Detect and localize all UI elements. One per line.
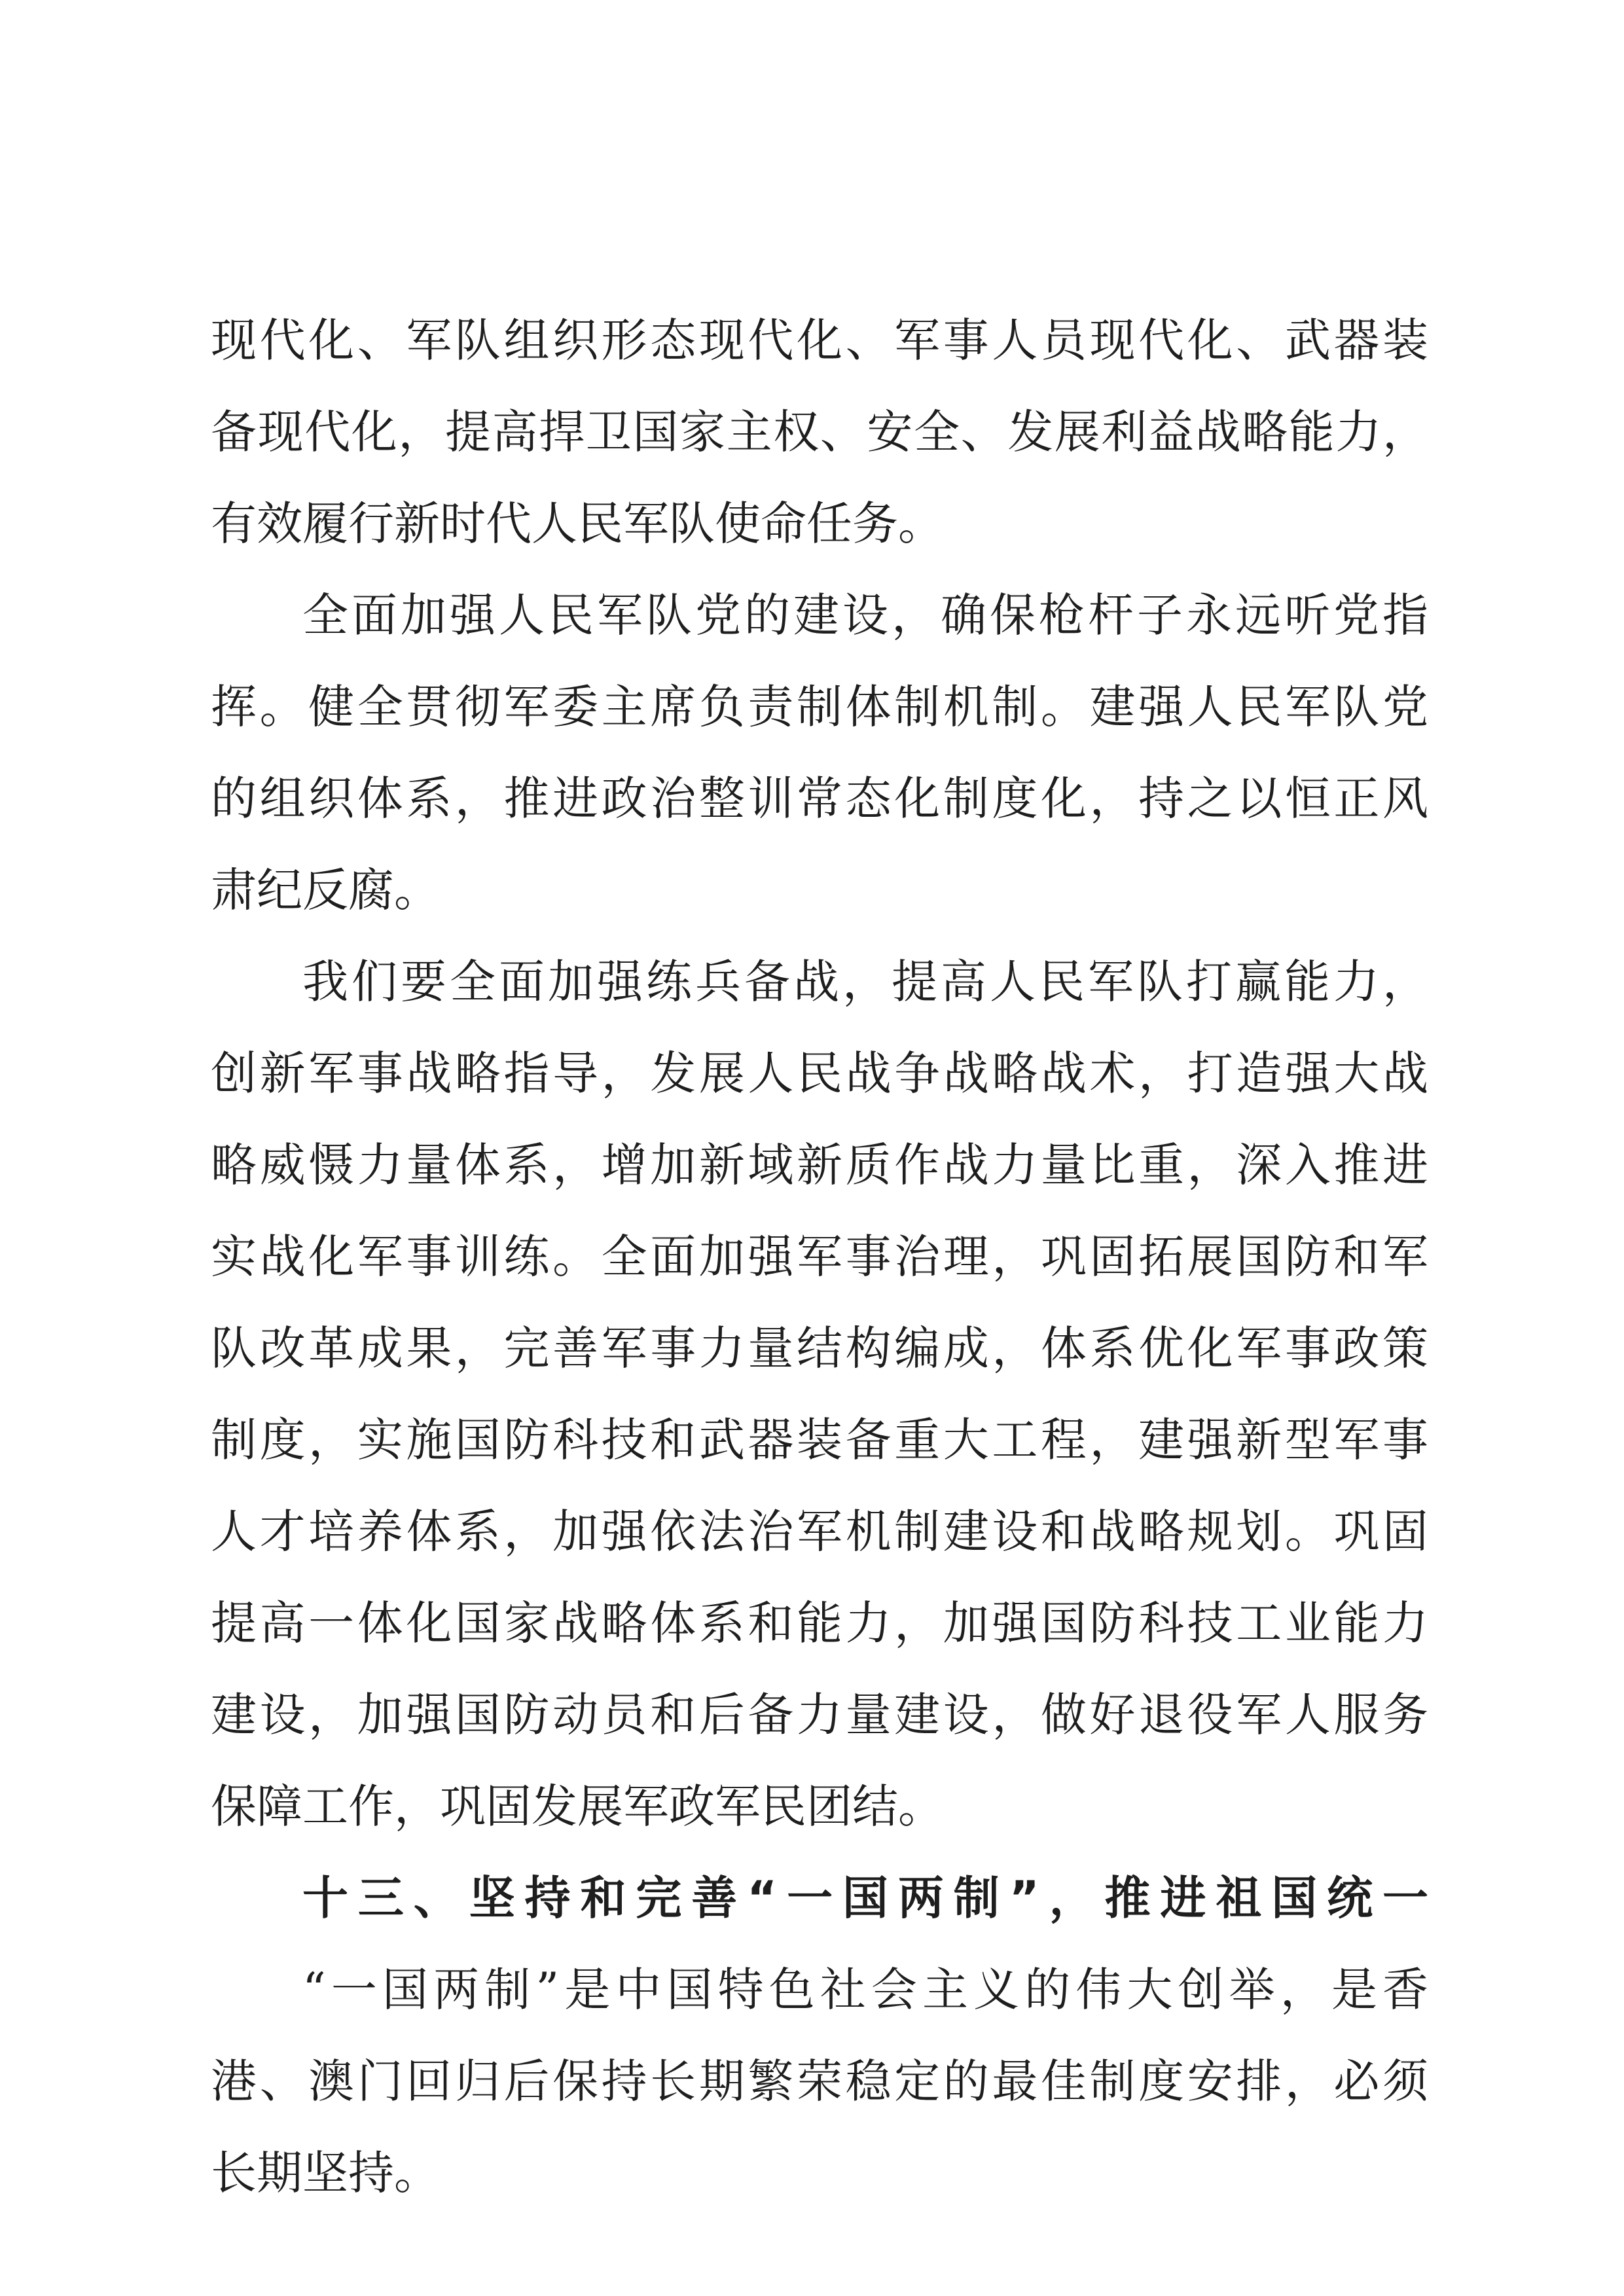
- paragraph-2-line-1: 全面加强人民军队党的建设，确保枪杆子永远听党指: [302, 588, 1428, 642]
- paragraph-4-line-2: 港、澳门回归后保持长期繁荣稳定的最佳制度安排，必须: [211, 2054, 1428, 2108]
- paragraph-4-line-1: “一国两制”是中国特色社会主义的伟大创举，是香: [302, 1963, 1428, 2017]
- paragraph-3-line-2: 创新军事战略指导，发展人民战争战略战术，打造强大战: [211, 1047, 1428, 1100]
- paragraph-4-line-3: 长期坚持。: [211, 2146, 440, 2200]
- paragraph-3-line-4: 实战化军事训练。全面加强军事治理，巩固拓展国防和军: [211, 1230, 1428, 1283]
- paragraph-3-line-10: 保障工作，巩固发展军政军民团结。: [211, 1780, 944, 1833]
- paragraph-3-line-1: 我们要全面加强练兵备战，提高人民军队打赢能力，: [302, 955, 1428, 1009]
- paragraph-1-line-1: 现代化、军队组织形态现代化、军事人员现代化、武器装: [211, 314, 1428, 367]
- paragraph-3-line-5: 队改革成果，完善军事力量结构编成，体系优化军事政策: [211, 1321, 1428, 1375]
- section-heading: 十三、坚持和完善“一国两制”，推进祖国统一: [302, 1871, 1428, 1925]
- paragraph-3-line-7: 人才培养体系，加强依法治军机制建设和战略规划。巩固: [211, 1505, 1428, 1558]
- paragraph-2-line-3: 的组织体系，推进政治整训常态化制度化，持之以恒正风: [211, 772, 1428, 825]
- paragraph-3-line-6: 制度，实施国防科技和武器装备重大工程，建强新型军事: [211, 1413, 1428, 1467]
- paragraph-3-line-3: 略威慑力量体系，增加新域新质作战力量比重，深入推进: [211, 1138, 1428, 1192]
- paragraph-1-line-2: 备现代化，提高捍卫国家主权、安全、发展利益战略能力，: [211, 405, 1428, 459]
- paragraph-2-line-4: 肃纪反腐。: [211, 863, 440, 917]
- paragraph-2-line-2: 挥。健全贯彻军委主席负责制体制机制。建强人民军队党: [211, 680, 1428, 734]
- paragraph-1-line-3: 有效履行新时代人民军队使命任务。: [211, 497, 944, 550]
- paragraph-3-line-8: 提高一体化国家战略体系和能力，加强国防科技工业能力: [211, 1596, 1428, 1650]
- paragraph-3-line-9: 建设，加强国防动员和后备力量建设，做好退役军人服务: [211, 1688, 1428, 1742]
